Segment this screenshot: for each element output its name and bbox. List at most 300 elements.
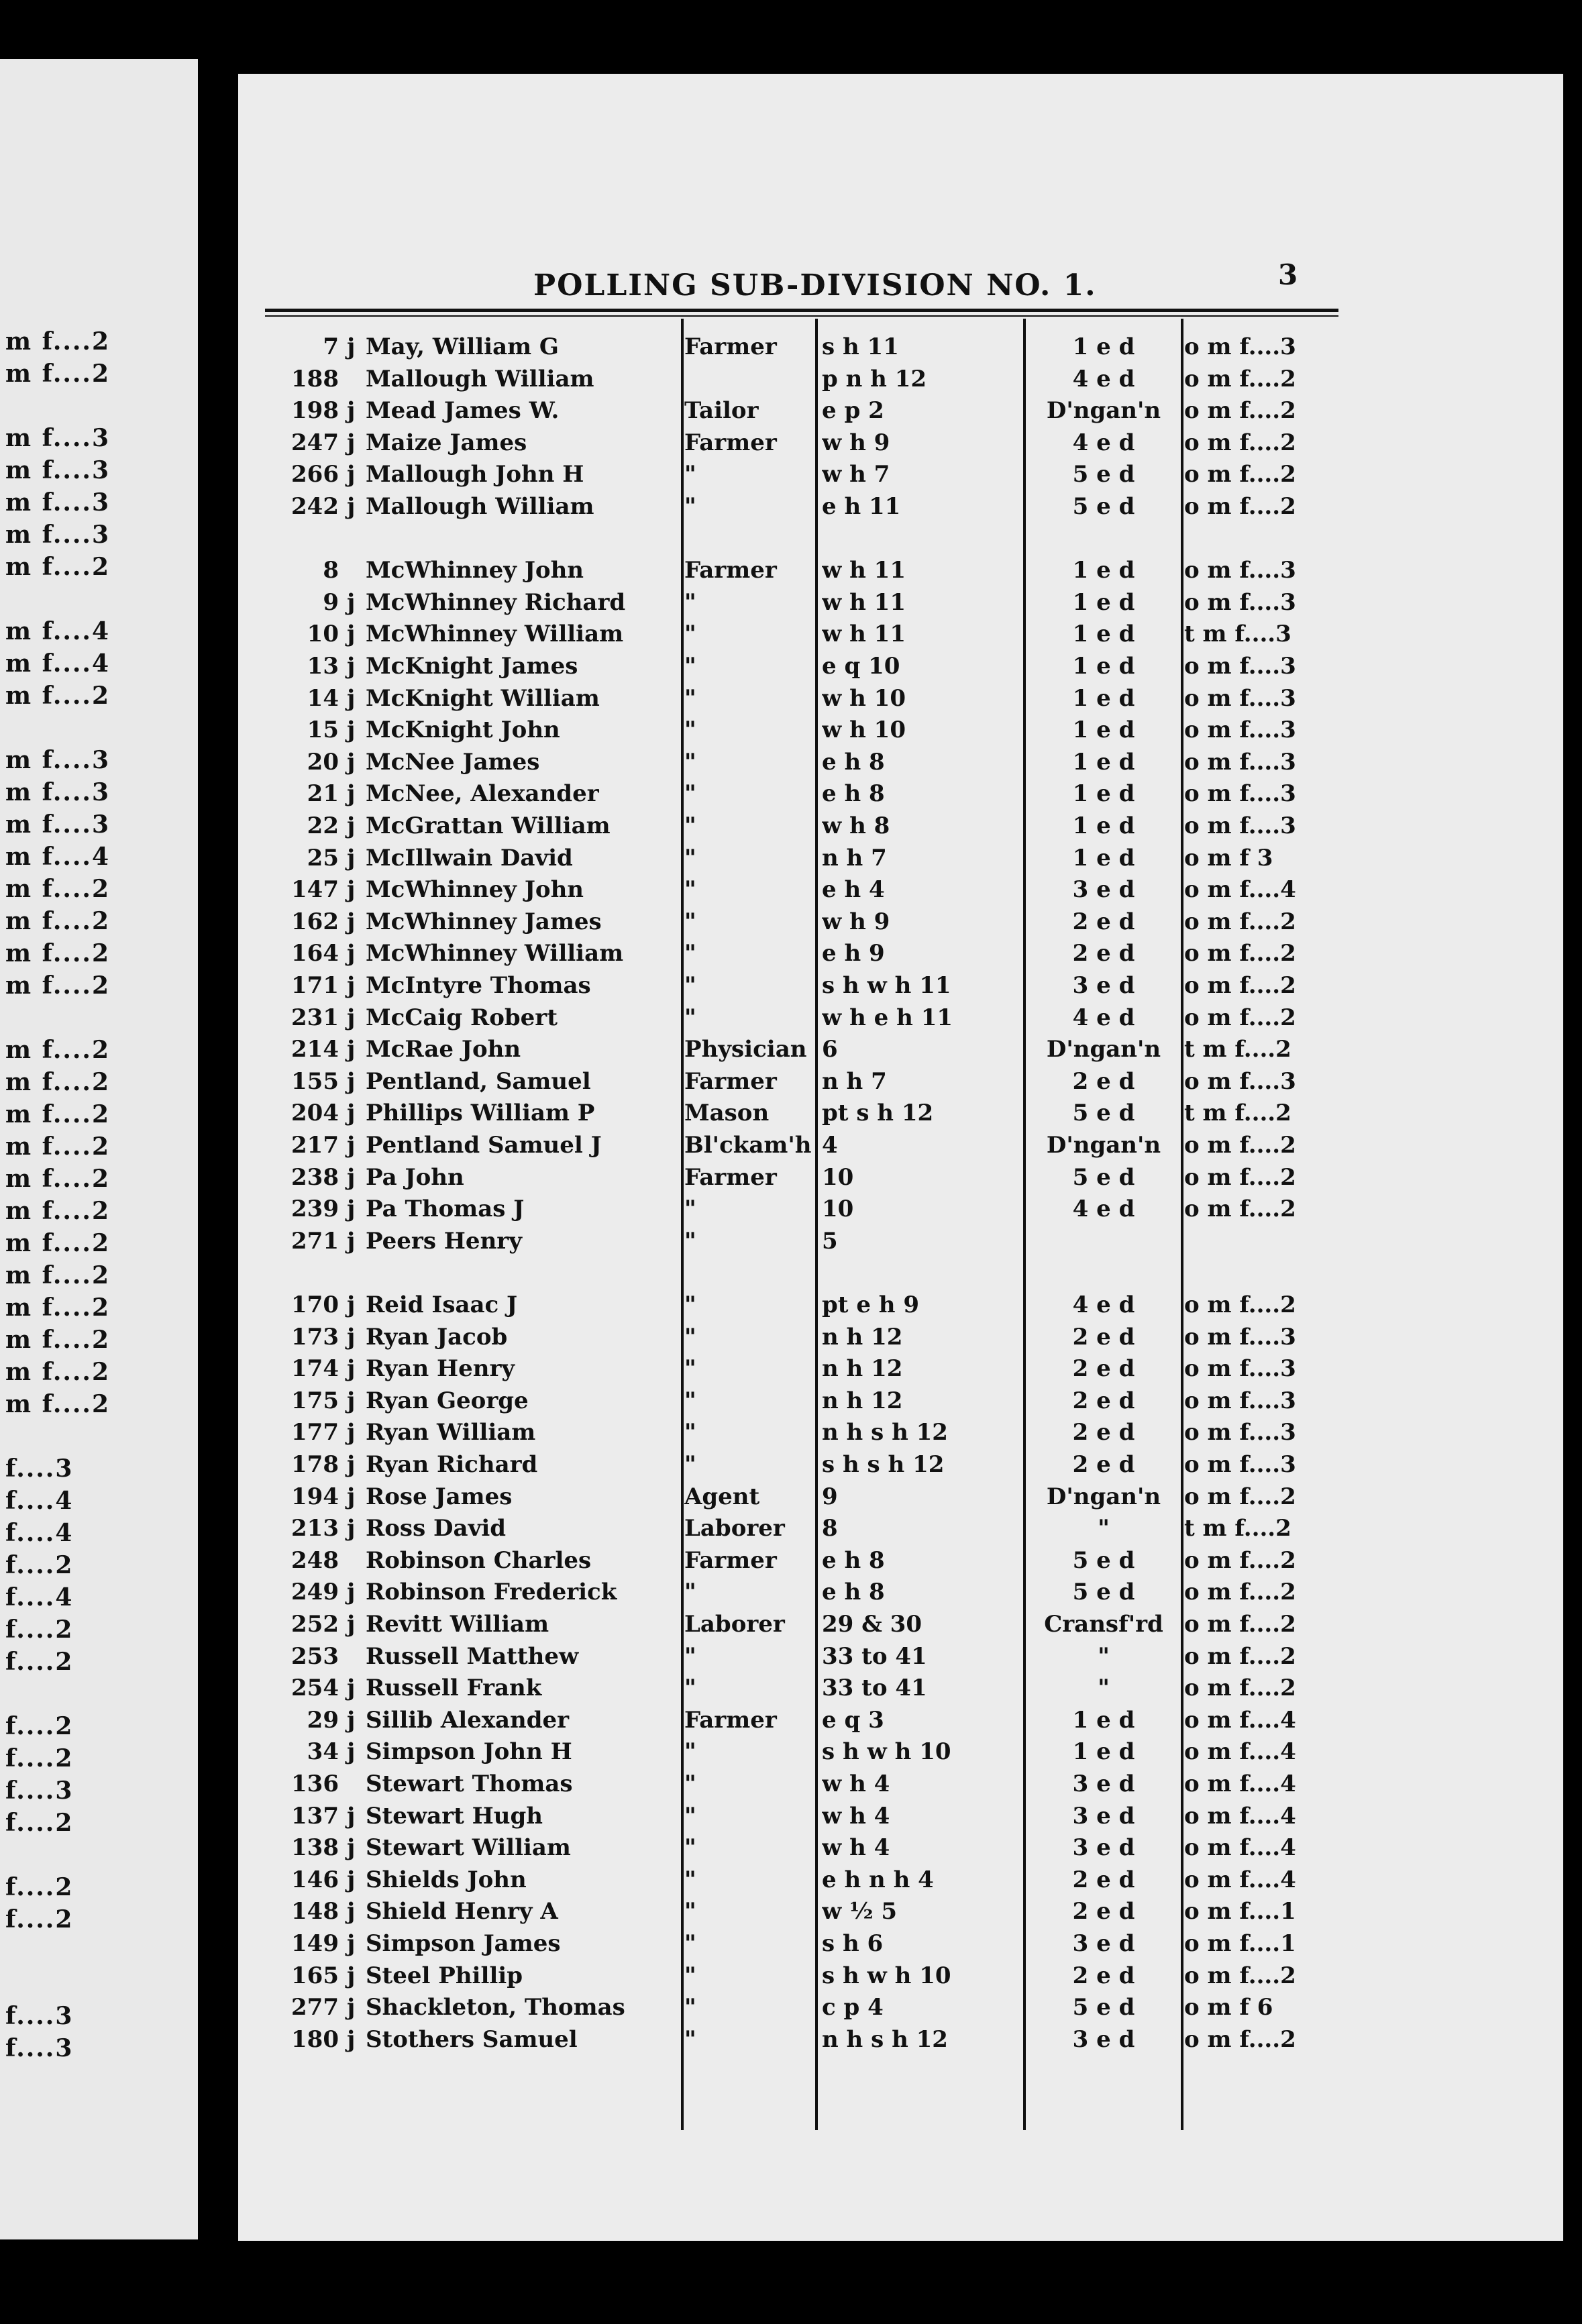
concession: 4 e d <box>1072 429 1135 456</box>
juror-mark: j <box>347 780 356 808</box>
voter-name: Mallough John H <box>366 461 584 488</box>
concession: 2 e d <box>1072 1387 1135 1414</box>
status-code: o m f....3 <box>1184 1387 1296 1414</box>
table-row <box>238 1514 1345 1543</box>
table-row <box>238 524 1345 553</box>
occupation: " <box>684 1291 696 1318</box>
entry-number: 149 <box>291 1930 339 1957</box>
entry-number: 180 <box>291 2025 339 2053</box>
voter-name: Robinson Charles <box>366 1546 592 1574</box>
juror-mark: j <box>347 429 356 456</box>
left-page-line: f....2 <box>5 1873 74 1901</box>
status-code: o m f....2 <box>1184 1132 1296 1159</box>
left-page-line: m f....2 <box>5 1036 111 1064</box>
status-code: o m f....4 <box>1184 1866 1296 1893</box>
juror-mark: j <box>347 1898 356 1925</box>
table-row <box>238 1993 1345 2022</box>
entry-number: 213 <box>291 1515 339 1542</box>
occupation: " <box>684 812 696 839</box>
juror-mark: j <box>347 1387 356 1414</box>
header-rule-thin <box>265 315 1338 317</box>
table-row <box>238 1418 1345 1447</box>
table-row <box>238 1035 1345 1064</box>
concession: 5 e d <box>1072 1163 1135 1191</box>
table-row <box>238 1961 1345 1991</box>
occupation: Mason <box>684 1100 770 1127</box>
status-code: o m f....1 <box>1184 1898 1296 1925</box>
status-code: o m f....3 <box>1184 684 1296 712</box>
table-row <box>238 684 1345 713</box>
voter-name: Robinson Frederick <box>366 1579 617 1606</box>
entry-number: 253 <box>291 1642 339 1670</box>
concession: 5 e d <box>1072 493 1135 520</box>
status-code: o m f....3 <box>1184 557 1296 584</box>
juror-mark: j <box>347 1100 356 1127</box>
lot-description: w h 11 <box>822 557 906 584</box>
lot-description: e h 11 <box>822 493 901 520</box>
left-page-line: m f....4 <box>5 649 111 678</box>
left-page-line: m f....4 <box>5 617 111 645</box>
occupation: " <box>684 1451 696 1478</box>
occupation: Farmer <box>684 333 777 360</box>
occupation: " <box>684 717 696 744</box>
voter-name: McNee, Alexander <box>366 780 599 808</box>
lot-description: e h 8 <box>822 780 885 808</box>
table-row <box>238 492 1345 521</box>
left-page-line: f....2 <box>5 1809 74 1837</box>
occupation: " <box>684 684 696 712</box>
concession: 4 e d <box>1072 1196 1135 1223</box>
entry-number: 136 <box>291 1771 339 1797</box>
concession: 2 e d <box>1072 940 1135 967</box>
lot-description: s h w h 11 <box>822 972 951 999</box>
juror-mark: j <box>347 397 356 425</box>
concession: 3 e d <box>1072 1930 1135 1957</box>
voter-name: Sillib Alexander <box>366 1706 570 1734</box>
occupation: " <box>684 1579 696 1606</box>
juror-mark: j <box>347 1994 356 2021</box>
juror-mark: j <box>347 588 356 616</box>
concession: 1 e d <box>1072 653 1135 680</box>
concession: 2 e d <box>1072 1898 1135 1925</box>
voter-name: McGrattan William <box>366 812 611 839</box>
book-gutter <box>198 0 238 2324</box>
table-row <box>238 715 1345 745</box>
table-row <box>238 588 1345 617</box>
occupation: Tailor <box>684 397 759 425</box>
concession: 3 e d <box>1072 1834 1135 1862</box>
occupation: Agent <box>684 1483 760 1510</box>
juror-mark: j <box>347 717 356 744</box>
status-code: o m f....2 <box>1184 461 1296 488</box>
occupation: " <box>684 1227 696 1255</box>
left-page-line: f....2 <box>5 1905 74 1934</box>
table-row <box>238 428 1345 458</box>
occupation: Farmer <box>684 1546 777 1574</box>
entry-number: 15 <box>307 717 339 744</box>
left-page-line: m f....2 <box>5 360 111 388</box>
left-page-line: m f....3 <box>5 521 111 549</box>
table-row <box>238 875 1345 904</box>
status-code: t m f....2 <box>1184 1036 1291 1063</box>
juror-mark: j <box>347 1291 356 1318</box>
status-code: o m f....4 <box>1184 1834 1296 1862</box>
concession: " <box>1098 1515 1110 1542</box>
left-page-line: f....4 <box>5 1519 74 1547</box>
status-code: o m f....2 <box>1184 1962 1296 1989</box>
lot-description: w h 11 <box>822 621 906 648</box>
juror-mark: j <box>347 908 356 935</box>
entry-number: 239 <box>291 1196 339 1223</box>
left-page-line: m f....2 <box>5 1100 111 1128</box>
left-page-fragment <box>0 59 198 2239</box>
lot-description: e h 8 <box>822 1579 885 1606</box>
concession: 3 e d <box>1072 876 1135 904</box>
header-rule <box>265 309 1338 312</box>
voter-name: Mead James W. <box>366 397 560 425</box>
concession: 1 e d <box>1072 333 1135 360</box>
occupation: Farmer <box>684 1163 777 1191</box>
voter-name: McRae John <box>366 1036 521 1063</box>
occupation: " <box>684 2025 696 2053</box>
juror-mark: j <box>347 1962 356 1989</box>
status-code: o m f....2 <box>1184 1611 1296 1638</box>
voter-name: Shields John <box>366 1866 527 1893</box>
status-code: o m f....3 <box>1184 1355 1296 1383</box>
juror-mark: j <box>347 1483 356 1510</box>
concession: D'ngan'n <box>1046 1036 1161 1063</box>
voter-name: Simpson John H <box>366 1738 572 1766</box>
page-number: 3 <box>1278 258 1298 291</box>
left-page-line: m f....2 <box>5 1132 111 1161</box>
table-row <box>238 1386 1345 1416</box>
left-page-line: m f....3 <box>5 810 111 839</box>
lot-description: 4 <box>822 1132 838 1159</box>
voter-name: Reid Isaac J <box>366 1291 518 1318</box>
left-page-line: m f....2 <box>5 327 111 356</box>
voter-name: McWhinney Richard <box>366 588 626 616</box>
left-page-line: m f....2 <box>5 875 111 903</box>
table-row <box>238 1482 1345 1512</box>
left-page-line: m f....3 <box>5 424 111 452</box>
table-row <box>238 1865 1345 1895</box>
entry-number: 238 <box>291 1163 339 1191</box>
juror-mark: j <box>347 1930 356 1957</box>
concession: " <box>1098 1642 1110 1670</box>
occupation: " <box>684 844 696 872</box>
status-code: o m f....2 <box>1184 1642 1296 1670</box>
left-page-line: f....2 <box>5 1616 74 1644</box>
occupation: " <box>684 1196 696 1223</box>
juror-mark: j <box>347 748 356 776</box>
juror-mark: j <box>347 1323 356 1351</box>
voter-name: Ryan Jacob <box>366 1323 508 1351</box>
table-row <box>238 971 1345 1000</box>
lot-description: n h 7 <box>822 844 887 872</box>
status-code: o m f....4 <box>1184 1771 1296 1797</box>
concession: 1 e d <box>1072 1706 1135 1734</box>
entry-number: 248 <box>291 1546 339 1574</box>
voter-name: McKnight John <box>366 717 560 744</box>
table-row <box>238 1290 1345 1320</box>
voter-name: McWhinney John <box>366 876 584 904</box>
table-row <box>238 2025 1345 2054</box>
occupation: " <box>684 1771 696 1797</box>
table-row <box>238 843 1345 873</box>
table-row <box>238 1705 1345 1735</box>
juror-mark: j <box>347 1834 356 1862</box>
concession: 1 e d <box>1072 717 1135 744</box>
juror-mark: j <box>347 1036 356 1063</box>
occupation: Laborer <box>684 1611 785 1638</box>
status-code: o m f....2 <box>1184 493 1296 520</box>
entry-number: 171 <box>291 972 339 999</box>
left-page-line: f....2 <box>5 1744 74 1773</box>
lot-description: 33 to 41 <box>822 1642 927 1670</box>
entry-number: 266 <box>291 461 339 488</box>
concession: 5 e d <box>1072 1994 1135 2021</box>
table-row <box>238 1226 1345 1256</box>
status-code: o m f....2 <box>1184 940 1296 967</box>
left-page-line: m f....2 <box>5 1197 111 1225</box>
juror-mark: j <box>347 1675 356 1702</box>
status-code: o m f....2 <box>1184 1291 1296 1318</box>
table-row <box>238 1450 1345 1479</box>
lot-description: w h 11 <box>822 588 906 616</box>
entry-number: 25 <box>307 844 339 872</box>
table-row <box>238 1322 1345 1352</box>
occupation: " <box>684 1898 696 1925</box>
occupation: " <box>684 908 696 935</box>
lot-description: w ½ 5 <box>822 1898 898 1925</box>
left-page-line: f....2 <box>5 1551 74 1579</box>
left-page-line: f....4 <box>5 1583 74 1612</box>
lot-description: s h 11 <box>822 333 899 360</box>
concession: 1 e d <box>1072 1738 1135 1766</box>
concession: D'ngan'n <box>1046 397 1161 425</box>
left-page-line: m f....2 <box>5 1326 111 1354</box>
concession: 1 e d <box>1072 812 1135 839</box>
table-row <box>238 1163 1345 1192</box>
voter-name: Russell Matthew <box>366 1642 579 1670</box>
concession: 1 e d <box>1072 557 1135 584</box>
concession: 1 e d <box>1072 621 1135 648</box>
concession: 1 e d <box>1072 780 1135 808</box>
concession: 5 e d <box>1072 1100 1135 1127</box>
entry-number: 29 <box>307 1706 339 1734</box>
lot-description: p n h 12 <box>822 365 927 392</box>
concession: 2 e d <box>1072 1866 1135 1893</box>
left-page-line: f....3 <box>5 2002 74 2030</box>
left-page-line: m f....2 <box>5 553 111 581</box>
voter-name: Shield Henry A <box>366 1898 558 1925</box>
juror-mark: j <box>347 1738 356 1766</box>
entry-number: 148 <box>291 1898 339 1925</box>
juror-mark: j <box>347 1067 356 1095</box>
status-code: o m f....2 <box>1184 365 1296 392</box>
lot-description: n h 7 <box>822 1067 887 1095</box>
lot-description: 10 <box>822 1163 854 1191</box>
lot-description: w h 4 <box>822 1802 890 1830</box>
left-page-line: m f....2 <box>5 1068 111 1096</box>
status-code: o m f....2 <box>1184 1546 1296 1574</box>
occupation: " <box>684 1642 696 1670</box>
right-page <box>238 74 1563 2241</box>
entry-number: 277 <box>291 1994 339 2021</box>
entry-number: 164 <box>291 940 339 967</box>
entry-number: 20 <box>307 748 339 776</box>
voter-name: McWhinney John <box>366 557 584 584</box>
entry-number: 271 <box>291 1227 339 1255</box>
occupation: " <box>684 1355 696 1383</box>
juror-mark: j <box>347 2025 356 2053</box>
concession: 5 e d <box>1072 461 1135 488</box>
concession: 1 e d <box>1072 844 1135 872</box>
juror-mark: j <box>347 684 356 712</box>
juror-mark: j <box>347 461 356 488</box>
concession: 3 e d <box>1072 972 1135 999</box>
juror-mark: j <box>347 812 356 839</box>
concession: 1 e d <box>1072 588 1135 616</box>
juror-mark: j <box>347 1579 356 1606</box>
voter-name: Stewart Hugh <box>366 1802 543 1830</box>
occupation: " <box>684 940 696 967</box>
juror-mark: j <box>347 1196 356 1223</box>
occupation: " <box>684 748 696 776</box>
status-code: o m f....2 <box>1184 972 1296 999</box>
entry-number: 8 <box>323 557 339 584</box>
juror-mark: j <box>347 1163 356 1191</box>
occupation: Farmer <box>684 1067 777 1095</box>
left-page-line: f....3 <box>5 2034 74 2062</box>
occupation: " <box>684 588 696 616</box>
entry-number: 254 <box>291 1675 339 1702</box>
lot-description: w h 10 <box>822 717 906 744</box>
occupation: " <box>684 493 696 520</box>
status-code: o m f....2 <box>1184 2025 1296 2053</box>
concession: " <box>1098 1675 1110 1702</box>
entry-number: 170 <box>291 1291 339 1318</box>
occupation: Bl'ckam'h <box>684 1132 812 1159</box>
table-row <box>238 1098 1345 1128</box>
status-code: t m f....2 <box>1184 1515 1291 1542</box>
lot-description: w h 4 <box>822 1834 890 1862</box>
voter-name: Stothers Samuel <box>366 2025 578 2053</box>
voter-name: Rose James <box>366 1483 513 1510</box>
occupation: Farmer <box>684 557 777 584</box>
status-code: o m f....2 <box>1184 908 1296 935</box>
voter-name: Ryan Richard <box>366 1451 538 1478</box>
lot-description: 5 <box>822 1227 838 1255</box>
occupation: " <box>684 461 696 488</box>
voter-name: Pa John <box>366 1163 464 1191</box>
left-page-line: f....2 <box>5 1648 74 1676</box>
table-row <box>238 1897 1345 1926</box>
table-row <box>238 1737 1345 1766</box>
entry-number: 174 <box>291 1355 339 1383</box>
lot-description: pt s h 12 <box>822 1100 934 1127</box>
lot-description: n h s h 12 <box>822 2025 948 2053</box>
entry-number: 214 <box>291 1036 339 1063</box>
entry-number: 242 <box>291 493 339 520</box>
status-code: o m f....3 <box>1184 1451 1296 1478</box>
status-code: o m f....3 <box>1184 780 1296 808</box>
table-row <box>238 1130 1345 1160</box>
voter-name: Revitt William <box>366 1611 549 1638</box>
voter-name: Stewart Thomas <box>366 1771 573 1797</box>
occupation: " <box>684 1866 696 1893</box>
juror-mark: j <box>347 1227 356 1255</box>
lot-description: w h 7 <box>822 461 890 488</box>
table-row <box>238 1546 1345 1575</box>
table-row <box>238 1258 1345 1287</box>
juror-mark: j <box>347 1355 356 1383</box>
lot-description: n h s h 12 <box>822 1419 948 1446</box>
left-page-line: f....3 <box>5 1455 74 1483</box>
voter-name: Russell Frank <box>366 1675 542 1702</box>
entry-number: 21 <box>307 780 339 808</box>
entry-number: 13 <box>307 653 339 680</box>
left-page-line: m f....3 <box>5 456 111 484</box>
occupation: Physician <box>684 1036 807 1063</box>
lot-description: c p 4 <box>822 1994 884 2021</box>
entry-number: 204 <box>291 1100 339 1127</box>
entry-number: 177 <box>291 1419 339 1446</box>
lot-description: w h 9 <box>822 429 890 456</box>
concession: 2 e d <box>1072 1067 1135 1095</box>
occupation: " <box>684 653 696 680</box>
table-row <box>238 1577 1345 1607</box>
lot-description: 29 & 30 <box>822 1611 922 1638</box>
concession: 3 e d <box>1072 1771 1135 1797</box>
concession: 5 e d <box>1072 1579 1135 1606</box>
occupation: " <box>684 1323 696 1351</box>
occupation: " <box>684 876 696 904</box>
lot-description: e q 10 <box>822 653 900 680</box>
concession: Cransf'rd <box>1044 1611 1163 1638</box>
entry-number: 10 <box>307 621 339 648</box>
status-code: o m f....1 <box>1184 1930 1296 1957</box>
juror-mark: j <box>347 844 356 872</box>
left-page-line: m f....2 <box>5 1358 111 1386</box>
occupation: " <box>684 972 696 999</box>
voter-name: Ryan Henry <box>366 1355 515 1383</box>
entry-number: 178 <box>291 1451 339 1478</box>
entry-number: 34 <box>307 1738 339 1766</box>
lot-description: pt e h 9 <box>822 1291 919 1318</box>
voter-name: McKnight James <box>366 653 578 680</box>
entry-number: 147 <box>291 876 339 904</box>
juror-mark: j <box>347 333 356 360</box>
status-code: o m f....3 <box>1184 1067 1296 1095</box>
concession: 4 e d <box>1072 365 1135 392</box>
left-page-line: m f....2 <box>5 1165 111 1193</box>
juror-mark: j <box>347 1419 356 1446</box>
voter-name: Mallough William <box>366 365 594 392</box>
table-row <box>238 1673 1345 1703</box>
lot-description: s h w h 10 <box>822 1738 951 1766</box>
table-row <box>238 619 1345 649</box>
voter-name: Peers Henry <box>366 1227 522 1255</box>
status-code: o m f....3 <box>1184 588 1296 616</box>
status-code: o m f....3 <box>1184 653 1296 680</box>
lot-description: e h n h 4 <box>822 1866 934 1893</box>
lot-description: s h s h 12 <box>822 1451 945 1478</box>
juror-mark: j <box>347 621 356 648</box>
table-row <box>238 1609 1345 1639</box>
entry-number: 7 <box>323 333 339 360</box>
occupation: " <box>684 1738 696 1766</box>
